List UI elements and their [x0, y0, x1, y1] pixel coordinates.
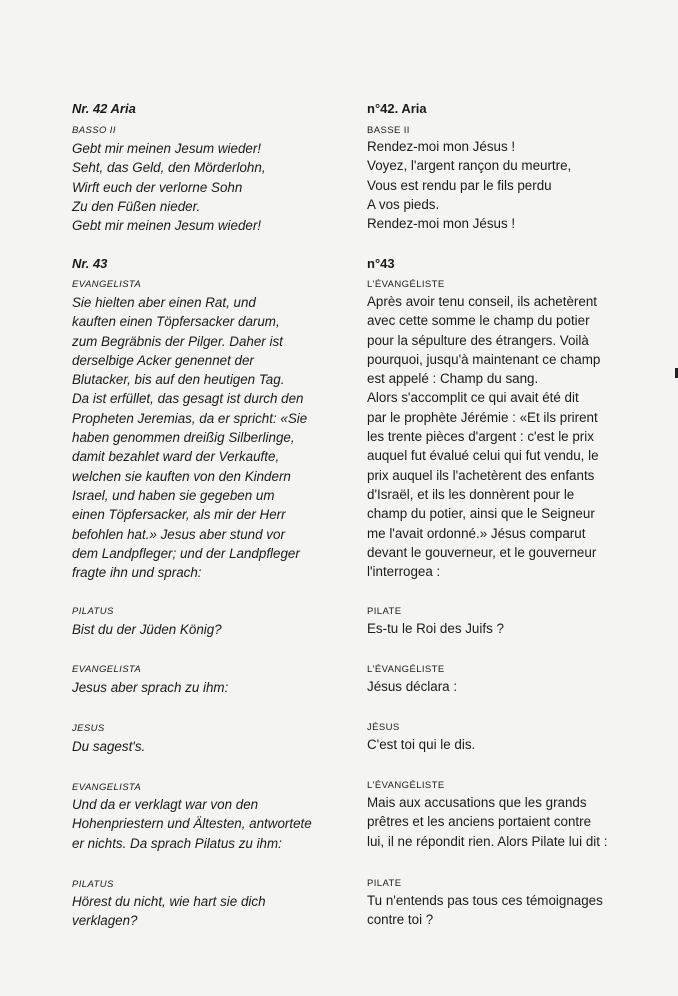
text-line: avec cette somme le champ du potier [367, 313, 590, 329]
text-line: Rendez-moi mon Jésus ! [367, 139, 516, 154]
text-line: contre toi ? [367, 912, 434, 928]
text-line: Jesus aber sprach zu ihm: [72, 680, 229, 695]
text-line: fragte ihn und sprach: [72, 565, 202, 581]
text-line: Bist du der Jüden König? [72, 622, 222, 637]
text-line: Vous est rendu par le fils perdu [367, 177, 552, 193]
text-line: zum Begräbnis der Pilger. Daher ist [72, 333, 283, 349]
section-43-text [72, 293, 307, 582]
aria-42-text [367, 137, 571, 233]
text-line: Gebt mir meinen Jesum wieder! [72, 218, 262, 234]
role-label: L'ÉVANGÉLISTE [367, 780, 445, 791]
aria-42-heading: Nr. 42 Aria [72, 101, 136, 116]
speech [367, 619, 504, 638]
section-43-heading: Nr. 43 [72, 256, 108, 271]
text-line: l'interrogea : [367, 564, 441, 580]
text-line: les trente pièces d'argent : c'est le prix [367, 429, 594, 445]
aria-42-heading: n°42. Aria [367, 101, 427, 116]
text-line: Zu den Füßen nieder. [72, 198, 201, 214]
text-line: Tu n'entends pas tous ces témoignages [367, 893, 603, 908]
text-line: derselbige Acker genennet der [72, 352, 254, 368]
text-line: pour la sépulture des étrangers. Voilà [367, 332, 589, 348]
text-line: prix auquel ils l'achetèrent des enfants [367, 467, 595, 483]
text-line: kauften einen Töpfersacker darum, [72, 314, 280, 330]
text-line: prêtres et les anciens portaient contre [367, 814, 592, 830]
role-label: PILATE [367, 878, 402, 889]
text-line: Und da er verklagt war von den [72, 797, 259, 812]
text-line: Du sagest's. [72, 739, 146, 754]
speech [72, 737, 145, 756]
text-line: A vos pieds. [367, 196, 440, 212]
section-43-text [367, 292, 600, 581]
text-line: einen Töpfersacker, als mir der Herr [72, 507, 286, 523]
role-label: EVANGELISTA [72, 664, 142, 675]
text-line: me l'avait ordonné.» Jésus comparut [367, 525, 586, 541]
speech [72, 795, 312, 853]
text-line: d'Israël, et ils les donnèrent pour le [367, 486, 575, 502]
text-line: Rendez-moi mon Jésus ! [367, 216, 516, 232]
speech [367, 891, 603, 930]
speech [72, 678, 228, 697]
speech [367, 793, 607, 851]
text-line: Wirft euch der verlorne Sohn [72, 179, 243, 195]
role-label: PILATUS [72, 606, 114, 617]
text-line: Hohenpriestern und Ältesten, antwortete [72, 816, 312, 832]
role-label: PILATE [367, 606, 402, 617]
role-label: JESUS [72, 723, 105, 734]
text-line: Israel, und haben sie gegeben um [72, 487, 275, 503]
text-line: devant le gouverneur, et le gouverneur [367, 544, 597, 560]
role-label: JÉSUS [367, 722, 400, 733]
text-line: verklagen? [72, 913, 138, 929]
role-label: BASSO II [72, 125, 116, 136]
aria-42-text [72, 139, 266, 235]
text-line: Da ist erfüllet, das gesagt ist durch den [72, 391, 304, 407]
speech [367, 735, 475, 754]
role-label: L'ÉVANGÉLISTE [367, 279, 445, 290]
speech [367, 677, 457, 696]
speech [72, 892, 266, 931]
text-line: er nichts. Da sprach Pilatus zu ihm: [72, 835, 282, 851]
text-line: est appelé : Champ du sang. [367, 371, 539, 387]
text-line: Blutacker, bis auf den heutigen Tag. [72, 372, 285, 388]
text-line: Alors s'accomplit ce qui avait été dit [367, 390, 579, 406]
text-line: haben genommen dreißig Silberlinge, [72, 430, 295, 446]
role-label: BASSE II [367, 125, 410, 136]
role-label: EVANGELISTA [72, 279, 142, 290]
text-line: dem Landpfleger; und der Landpfleger [72, 545, 300, 561]
role-label: L'ÉVANGÉLISTE [367, 664, 445, 675]
text-line: Sie hielten aber einen Rat, und [72, 295, 256, 310]
section-43-heading: n°43 [367, 256, 395, 271]
text-line: pourquoi, jusqu'à maintenant ce champ [367, 351, 601, 367]
speech [72, 620, 222, 639]
text-line: lui, il ne répondit rien. Alors Pilate lui dit : [367, 833, 608, 849]
text-line: Gebt mir meinen Jesum wieder! [72, 141, 262, 156]
text-line: Jésus déclara : [367, 679, 458, 694]
text-line: befohlen hat.» Jesus aber stund vor [72, 526, 285, 542]
text-line: Après avoir tenu conseil, ils achetèrent [367, 294, 597, 309]
text-line: Voyez, l'argent rançon du meurtre, [367, 158, 572, 174]
text-line: Propheten Jeremias, da er spricht: «Sie [72, 410, 308, 426]
text-line: Hörest du nicht, wie hart sie dich [72, 894, 266, 909]
text-line: damit bezahlet ward der Verkaufte, [72, 449, 280, 465]
text-line: welchen sie kauften von den Kindern [72, 468, 291, 484]
text-line: par le prophète Jérémie : «Et ils prirent [367, 409, 598, 425]
role-label: PILATUS [72, 879, 114, 890]
role-label: EVANGELISTA [72, 782, 142, 793]
text-line: C'est toi qui le dis. [367, 737, 476, 752]
text-line: champ du potier, ainsi que le Seigneur [367, 506, 595, 522]
text-line: Mais aux accusations que les grands [367, 795, 587, 810]
text-line: Seht, das Geld, den Mörderlohn, [72, 160, 266, 176]
text-line: auquel fut évalué celui qui fut vendu, le [367, 448, 599, 464]
text-line: Es-tu le Roi des Juifs ? [367, 621, 504, 636]
